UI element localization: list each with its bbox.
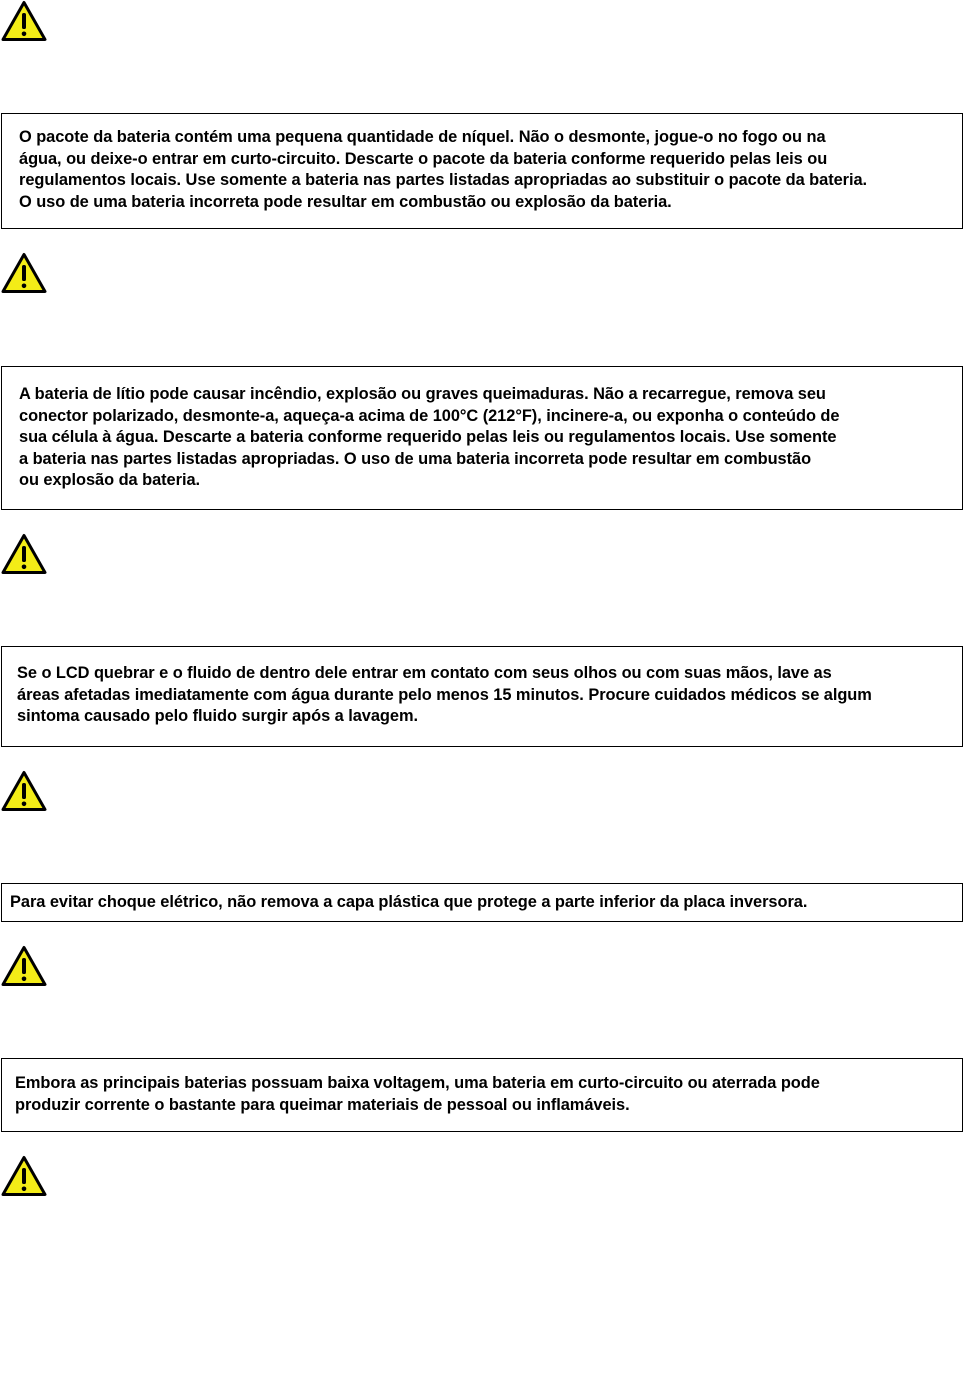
notice-line: ou explosão da bateria. (19, 471, 201, 490)
battery-nickel-warning-box (1, 113, 963, 229)
caution-triangle-icon (1, 945, 47, 987)
notice-text (15, 1073, 954, 1116)
caution-triangle-icon (1, 252, 47, 294)
short-circuit-warning-box (1, 1058, 963, 1132)
notice-text (10, 892, 954, 914)
notice-text (19, 384, 954, 492)
lcd-fluid-warning-box (1, 646, 963, 747)
caution-triangle-icon (1, 533, 47, 575)
notice-line: áreas afetadas imediatamente com água durante pelo menos 15 minutos. Procure cuidados médicos se algum (17, 685, 872, 704)
notice-line: conector polarizado, desmonte-a, aqueça-a acima de 100°C (212°F), incinere-a, ou exponha o conteúdo de (19, 406, 840, 425)
notice-line: O pacote da bateria contém uma pequena quantidade de níquel. Não o desmonte, jogue-o no fogo ou na (19, 128, 826, 146)
caution-triangle-icon (1, 770, 47, 812)
notice-line: sintoma causado pelo fluido surgir após a lavagem. (17, 707, 418, 726)
notice-line: produzir corrente o bastante para queimar materiais de pessoal ou inflamáveis. (15, 1095, 630, 1114)
lithium-battery-warning-box (1, 366, 963, 510)
caution-triangle-icon (1, 0, 47, 42)
notice-line: sua célula à água. Descarte a bateria conforme requerido pelas leis ou regulamentos locais. Use somente (19, 428, 837, 447)
electric-shock-warning-box (1, 883, 963, 922)
notice-line: água, ou deixe-o entrar em curto-circuito. Descarte o pacote da bateria conforme requerido pelas leis ou (19, 149, 828, 168)
notice-line: Embora as principais baterias possuam baixa voltagem, uma bateria em curto-circuito ou aterrada pode (15, 1074, 820, 1092)
notice-line: A bateria de lítio pode causar incêndio, explosão ou graves queimaduras. Não a recarregue, remova seu (19, 385, 826, 403)
notice-line: Para evitar choque elétrico, não remova a capa plástica que protege a parte inferior da placa inversora. (10, 893, 808, 911)
caution-triangle-icon (1, 1155, 47, 1197)
notice-line: Se o LCD quebrar e o fluido de dentro dele entrar em contato com seus olhos ou com suas mãos, lave as (17, 664, 832, 682)
notice-line: regulamentos locais. Use somente a bateria nas partes listadas apropriadas ao substituir o pacote da bateria. (19, 171, 868, 190)
notice-line: a bateria nas partes listadas apropriadas. O uso de uma bateria incorreta pode resultar em combustão (19, 449, 812, 468)
notice-text (17, 663, 954, 728)
notice-text (19, 127, 954, 213)
notice-line: O uso de uma bateria incorreta pode resultar em combustão ou explosão da bateria. (19, 192, 672, 211)
